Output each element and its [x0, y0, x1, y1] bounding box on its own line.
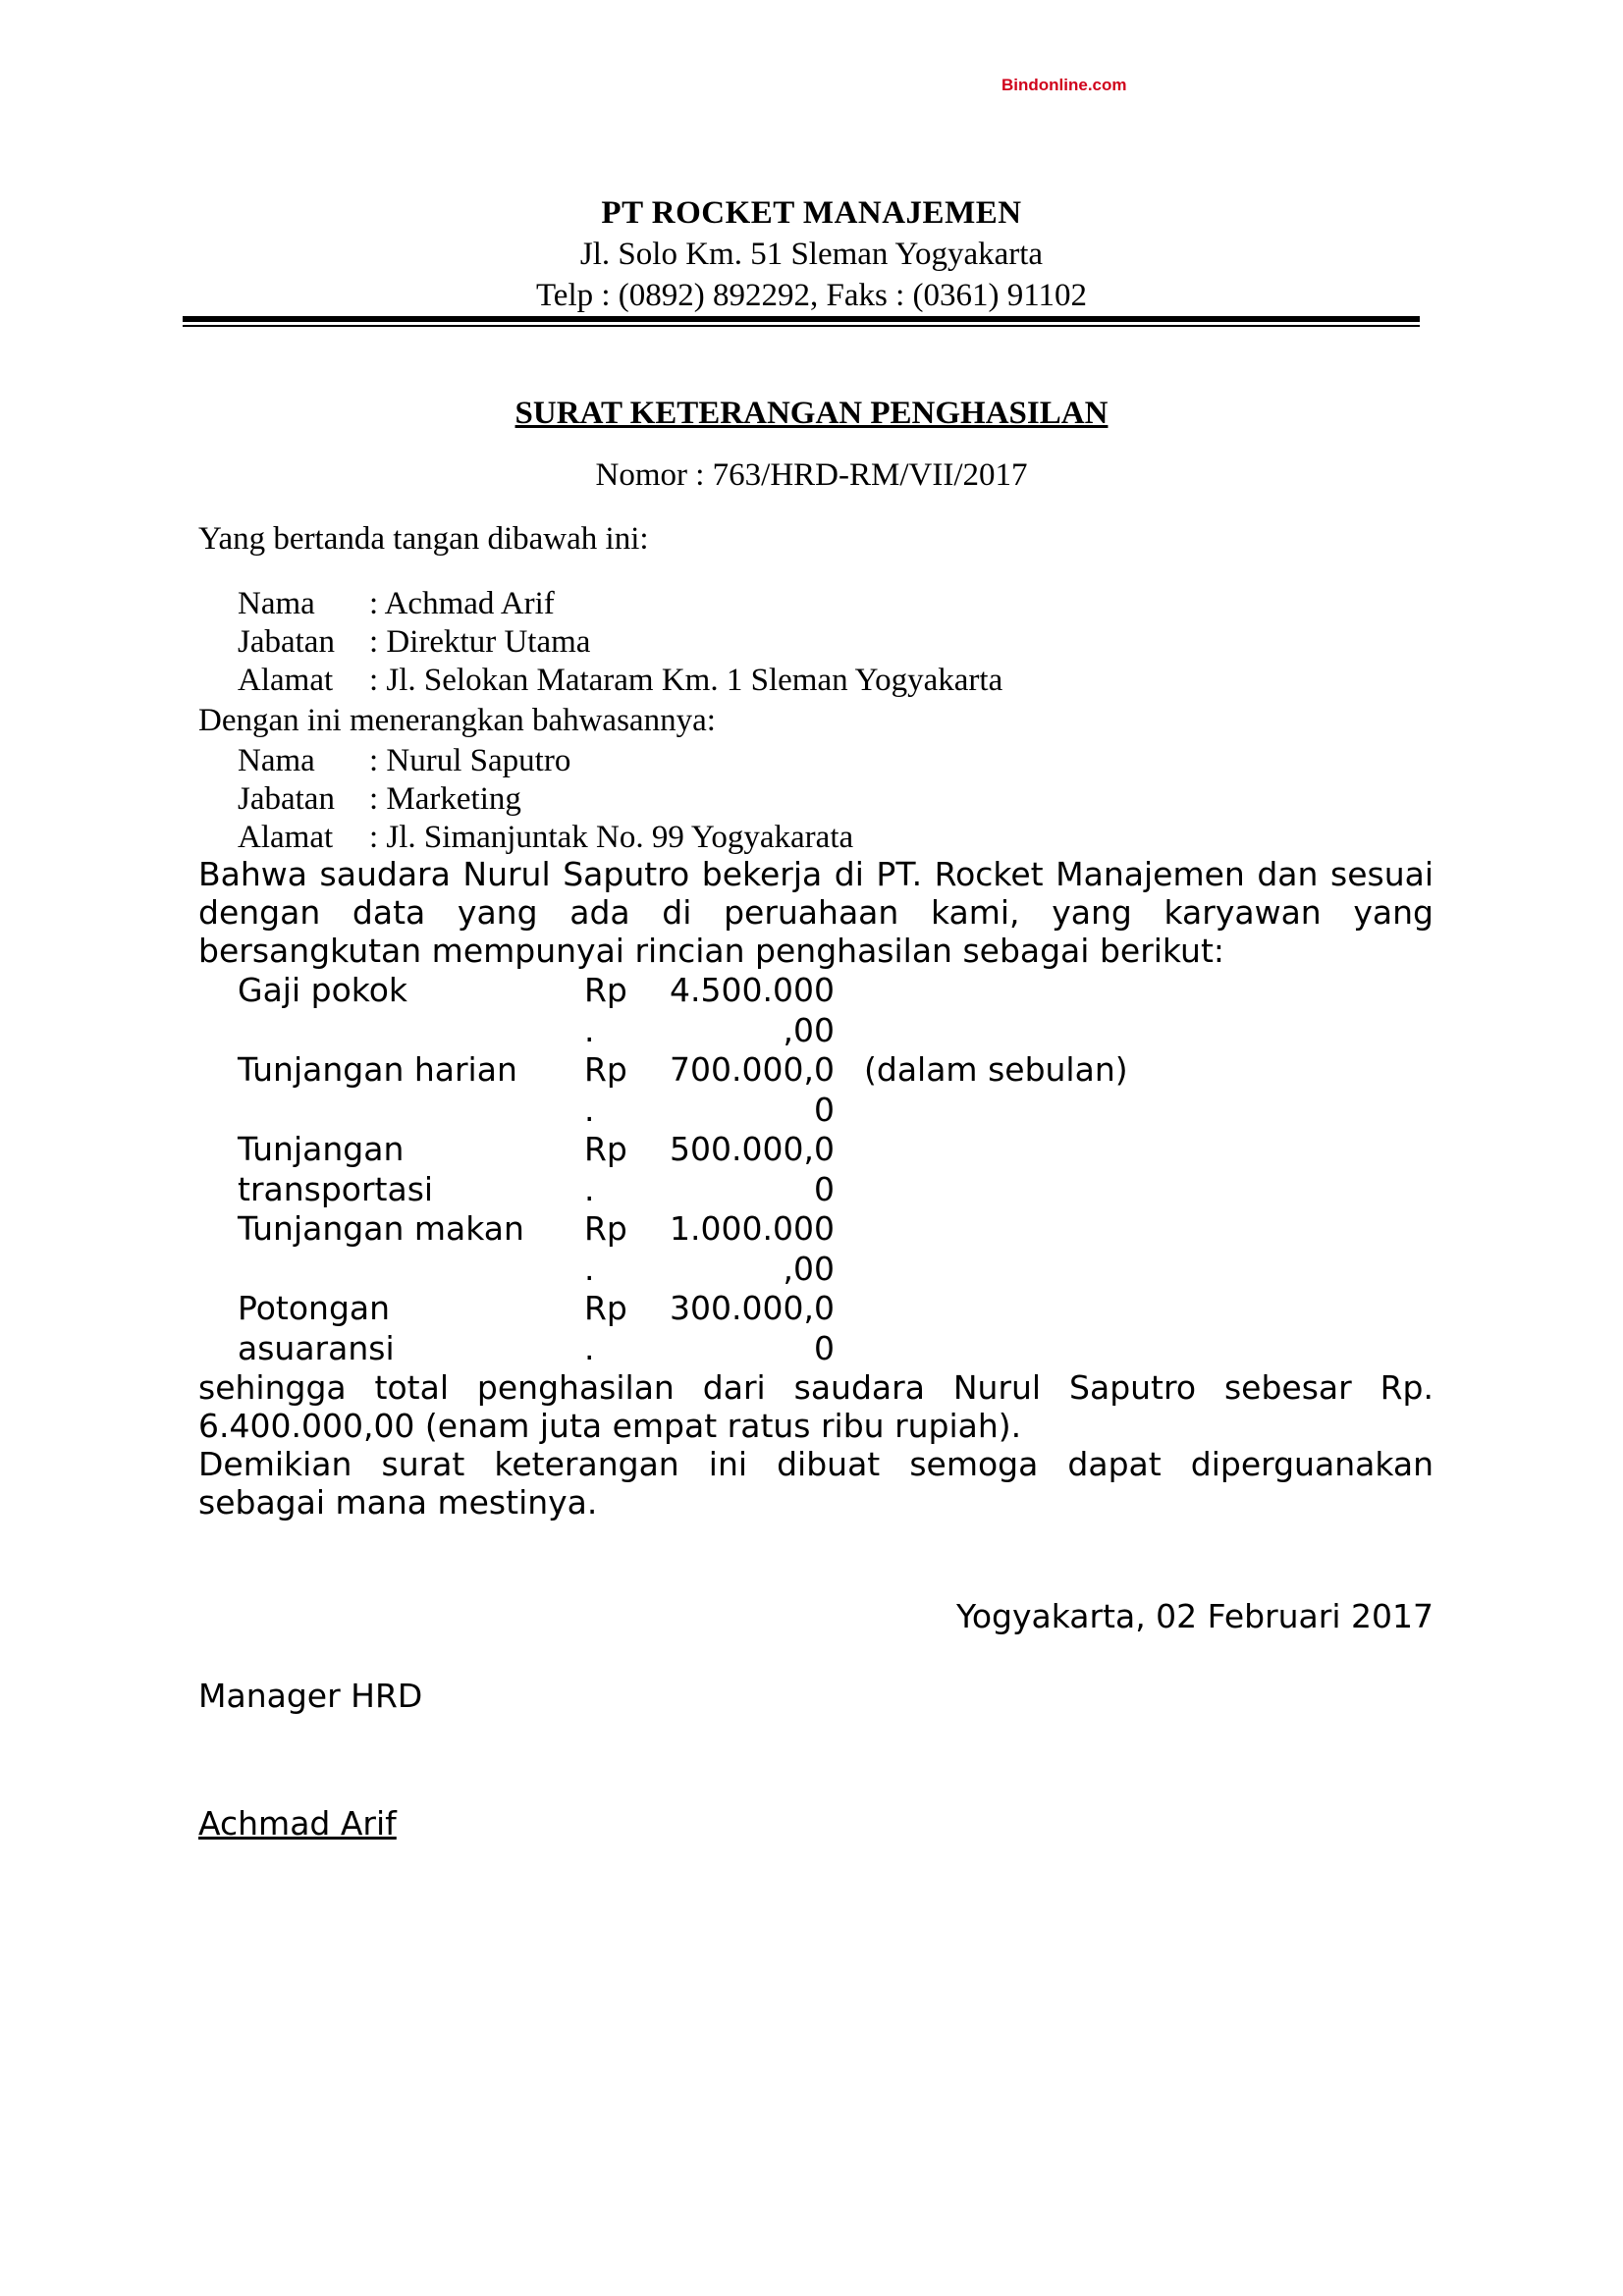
company-contact: Telp : (0892) 892292, Faks : (0361) 91102 — [535, 278, 1088, 313]
salary-amount: 500.000,0 — [670, 1130, 835, 1168]
signatory-address-row — [238, 662, 1002, 700]
total-paragraph: sehingga total penghasilan dari saudara Nurul Saputro sebesar Rp. 6.400.000,00 (enam juta empat ratus ribu rupiah). — [198, 1368, 1434, 1445]
field-label: Alamat — [238, 663, 334, 698]
salary-label: Tunjangan harian — [238, 1050, 517, 1089]
salary-label: Tunjangan makan — [238, 1209, 524, 1248]
field-label: Nama — [238, 743, 315, 778]
signer-name: Achmad Arif — [198, 1804, 397, 1842]
statement-intro: Dengan ini menerangkan bahwasannya: — [198, 703, 716, 738]
salary-label: Tunjangan — [238, 1130, 405, 1168]
field-label: Alamat — [238, 820, 334, 855]
salary-label: Potongan — [238, 1289, 391, 1327]
field-label: Jabatan — [238, 624, 335, 660]
salary-amount: 4.500.000 — [670, 971, 835, 1009]
place-date: Yogyakarta, 02 Februari 2017 — [956, 1597, 1434, 1635]
salary-amount-cents: 0 — [814, 1329, 835, 1367]
field-value: : Achmad Arif — [369, 586, 555, 621]
field-value: : Jl. Selokan Mataram Km. 1 Sleman Yogyakarta — [369, 663, 1003, 698]
signer-role: Manager HRD — [198, 1677, 423, 1715]
document-number: Nomor : 763/HRD-RM/VII/2017 — [595, 457, 1028, 493]
employee-position-row — [238, 780, 853, 819]
field-label: Jabatan — [238, 781, 335, 817]
employee-address-row — [238, 819, 853, 857]
field-value: : Marketing — [369, 781, 521, 817]
signatory-name-row — [238, 585, 1002, 623]
salary-amount-dot: . — [584, 1329, 595, 1367]
salary-amount: 1.000.000 — [670, 1209, 835, 1248]
field-label: Nama — [238, 586, 315, 621]
closing-paragraph: Demikian surat keterangan ini dibuat semoga dapat diperguanakan sebagai mana mestinya. — [198, 1445, 1434, 1522]
salary-amount-cents: ,00 — [783, 1011, 835, 1049]
field-value: : Jl. Simanjuntak No. 99 Yogyakarata — [369, 820, 854, 855]
salary-amount-dot: . — [584, 1011, 595, 1049]
salary-amount-cents: ,00 — [783, 1250, 835, 1288]
salary-amount-dot: . — [584, 1170, 595, 1208]
salary-amount: 700.000,0 — [670, 1050, 835, 1089]
letterhead — [0, 192, 1623, 316]
salary-amount-cents: 0 — [814, 1170, 835, 1208]
salary-currency: Rp — [584, 1209, 627, 1248]
watermark-text: Bindonline.com — [1001, 76, 1127, 94]
salary-amount-cents: 0 — [814, 1091, 835, 1129]
signatory-position-row — [238, 623, 1002, 662]
salary-amount-dot: . — [584, 1091, 595, 1129]
employment-paragraph: Bahwa saudara Nurul Saputro bekerja di PT. Rocket Manajemen dan sesuai dengan data yang ada di peruahaan kami, yang karyawan yang bersangkutan mempunyai rincian penghasilan sebagai berikut: — [198, 855, 1434, 970]
field-value: : Direktur Utama — [369, 624, 591, 660]
employee-name-row — [238, 742, 853, 780]
letterhead-rule-thick — [183, 316, 1420, 322]
signatory-details — [238, 585, 1002, 700]
salary-label-continued: transportasi — [238, 1170, 434, 1208]
employee-details — [238, 742, 853, 857]
field-value: : Nurul Saputro — [369, 743, 571, 778]
salary-label: Gaji pokok — [238, 971, 407, 1009]
salary-currency: Rp — [584, 1289, 627, 1327]
letterhead-rule-thin — [183, 325, 1420, 327]
salary-note: (dalam sebulan) — [864, 1050, 1128, 1089]
company-name: PT ROCKET MANAJEMEN — [601, 195, 1022, 231]
salary-currency: Rp — [584, 1050, 627, 1089]
company-address: Jl. Solo Km. 51 Sleman Yogyakarta — [579, 237, 1044, 272]
salary-amount-dot: . — [584, 1250, 595, 1288]
intro-text: Yang bertanda tangan dibawah ini: — [198, 521, 649, 557]
salary-currency: Rp — [584, 971, 627, 1009]
salary-amount: 300.000,0 — [670, 1289, 835, 1327]
document-title: SURAT KETERANGAN PENGHASILAN — [514, 396, 1109, 431]
salary-label-continued: asuaransi — [238, 1329, 395, 1367]
salary-currency: Rp — [584, 1130, 627, 1168]
